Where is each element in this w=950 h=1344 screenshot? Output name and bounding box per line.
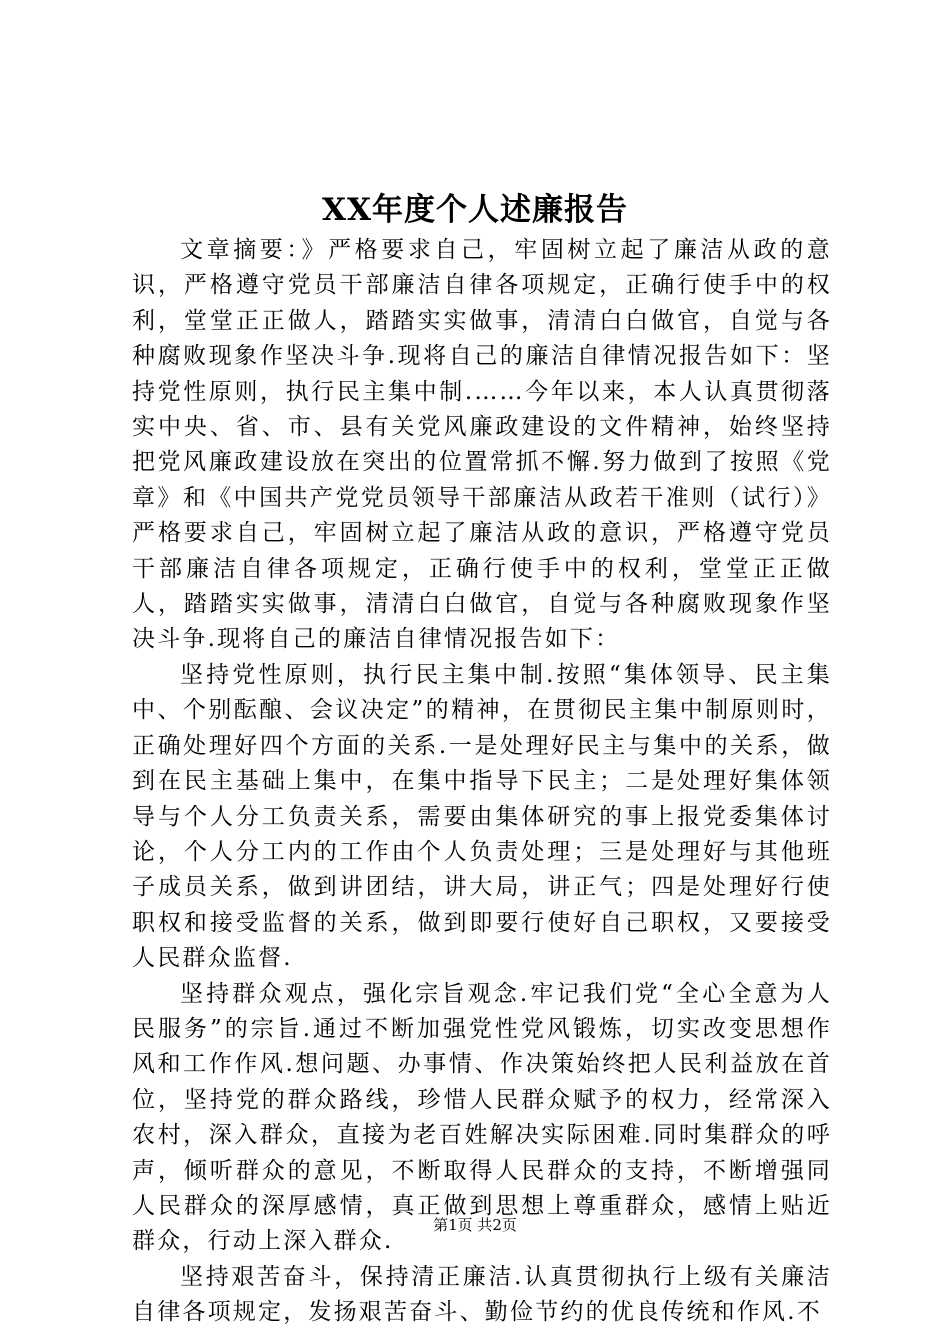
paragraph-party-principle: 坚持党性原则，执行民主集中制.按照“集体领导、民主集中、个别酝酿、会议决定”的精神，在贯彻民主集中制原则时，正确处理好四个方面的关系.一是处理好民主与集中的关系，做到在民主基础上集中，在集中指导下民主；二是处理好集体领导与个人分工负责关系，需要由集体研究的事上报党委集体讨论，个人分工内的工作由个人负责处理；三是处理好与其他班子成员关系，做到讲团结，讲大局，讲正气；四是处理好行使职权和接受监督的关系，做到即要行使好自己职权，又要接受人民群众监督. xyxy=(132,661,832,972)
document-title: XX年度个人述廉报告 xyxy=(321,192,629,228)
paragraph-summary: 文章摘要：》严格要求自己，牢固树立起了廉洁从政的意识，严格遵守党员干部廉洁自律各项规定，正确行使手中的权利，堂堂正正做人，踏踏实实做事，清清白白做官，自觉与各种腐败现象作坚决斗争.现将自己的廉洁自律情况报告如下：坚持党性原则，执行民主集中制.……今年以来，本人认真贯彻落实中央、省、市、县有关党风廉政建设的文件精神，始终坚持把党风廉政建设放在突出的位置常抓不懈.努力做到了按照《党章》和《中国共产党党员领导干部廉洁从政若干准则（试行）》严格要求自己，牢固树立起了廉洁从政的意识，严格遵守党员干部廉洁自律各项规定，正确行使手中的权利，堂堂正正做人，踏踏实实做事，清清白白做官，自觉与各种腐败现象作坚决斗争.现将自己的廉洁自律情况报告如下： xyxy=(132,237,832,653)
paragraph-mass-viewpoint: 坚持群众观点，强化宗旨观念.牢记我们党“全心全意为人民服务”的宗旨.通过不断加强党性党风锻炼，切实改变思想作风和工作作风.想问题、办事情、作决策始终把人民利益放在首位，坚持党的群众路线，珍惜人民群众赋予的权力，经常深入农村，深入群众，直接为老百姓解决实际困难.同时集群众的呼声，倾听群众的意见，不断取得人民群众的支持，不断增强同人民群众的深厚感情，真正做到思想上尊重群众，感情上贴近群众，行动上深入群众. xyxy=(132,980,832,1255)
page-footer: 第1页 共2页 xyxy=(433,1216,517,1234)
paragraph-hard-work: 坚持艰苦奋斗，保持清正廉洁.认真贯彻执行上级有关廉洁自律各项规定，发扬艰苦奋斗、勤俭节约的优良传统和作风.不 xyxy=(132,1263,832,1326)
document-body xyxy=(132,233,832,1331)
